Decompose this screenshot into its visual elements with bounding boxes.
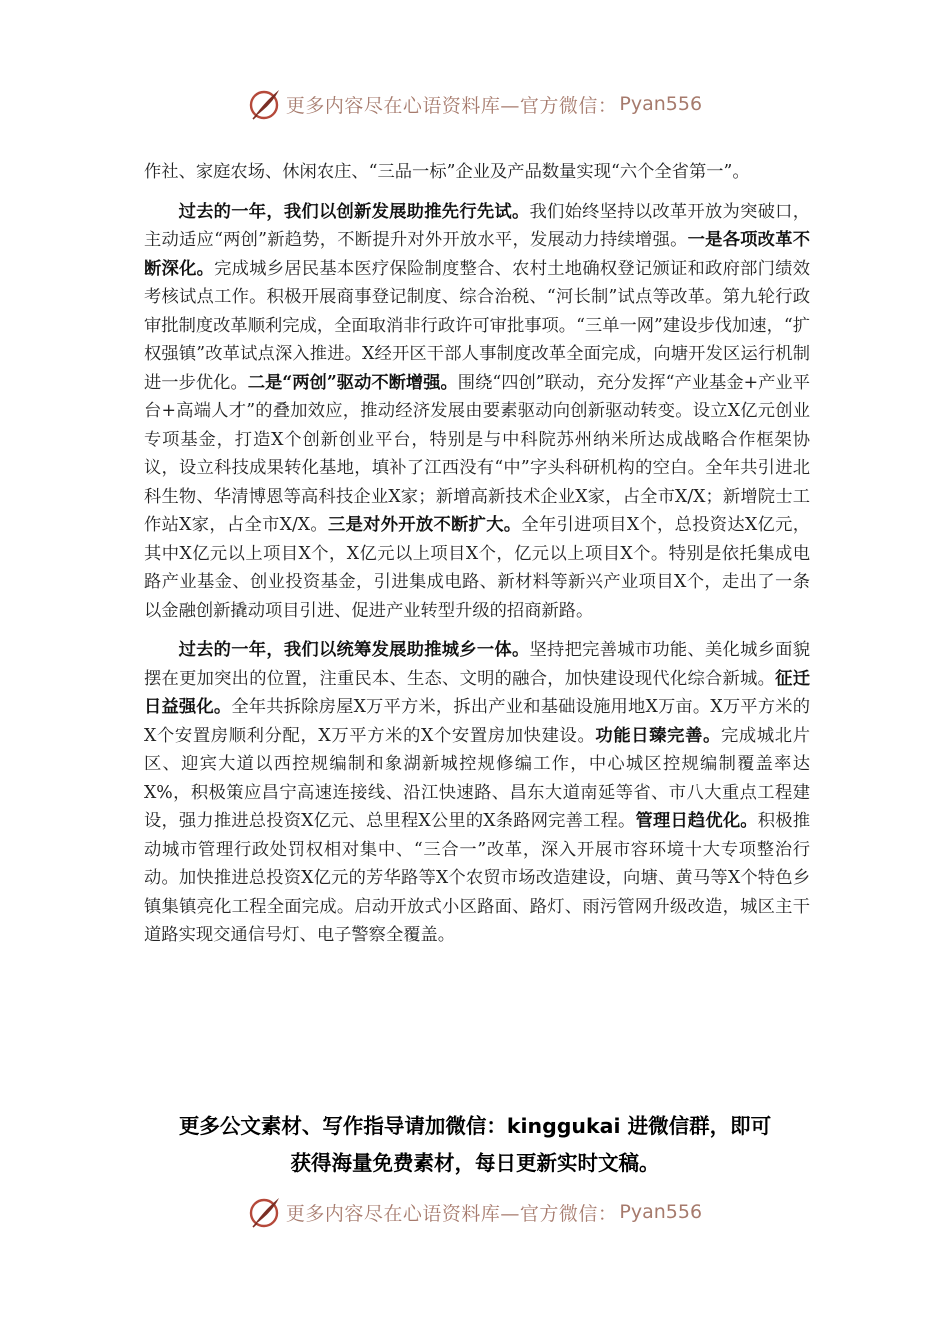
text-segment: 作社、家庭农场、休闲农庄、“三品一标”企业及产品数量实现“六个全省第一”。	[144, 162, 750, 182]
text-segment: 积极推动城市管理行政处罚权相对集中、“三合一”改革，深入开展市容环境十大专项整治行动。加快推进总投资X亿元的芳华路等X个农贸市场改造建设，向塘、黄马等X个特色乡镇集镇亮化工程全面完成。启动开放式小区路面、路灯、雨污管网升级改造，城区主干道路实现交通信号灯、电子警察全覆盖。	[144, 811, 810, 945]
text-segment: 完成城北片区、迎宾大道以西控规编制和象湖新城控规修编工作，中心城区控规编制覆盖率达X%，积极策应昌宁高速连接线、沿江快速路、昌东大道南延等省、市八大重点工程建设，强力推进总投资X亿元、总里程X公里的X条路网完善工程。	[144, 725, 810, 831]
watermark-wechat-id: Pyan556	[619, 93, 703, 115]
promo-line-2: 获得海量免费素材，每日更新实时文稿。	[290, 1151, 660, 1175]
text-segment: 围绕“四创”联动，充分发挥“产业基金+产业平台+高端人才”的叠加效应，推动经济发展由要素驱动向创新驱动转变。设立X亿元创业专项基金，打造X个创新创业平台，特别是与中科院苏州纳米所达成战略合作框架协议，设立科技成果转化基地，填补了江西没有“中”字头科研机构的空白。全年共引进北科生物、华清博恩等高科技企业X家；新增高新技术企业X家，占全市X/X；新增院士工作站X家，占全市X/X。	[144, 372, 810, 535]
text-segment: 我们始终坚持以改革开放为突破口，主动适应“两创”新趋势，不断提升对外开放水平，发展动力持续增强。	[144, 201, 810, 250]
sub-heading: 二是“两创”驱动不断增强。	[247, 372, 458, 393]
sub-heading: 三是对外开放不断扩大。	[327, 515, 522, 535]
paragraph-innovation	[144, 198, 810, 626]
sub-heading: 功能日臻完善。	[595, 725, 721, 746]
text-segment: 完成城乡居民基本医疗保险制度整合、农村土地确权登记颁证和政府部门绩效考核试点工作。积极开展商事登记制度、综合治税、“河长制”试点等改革。第九轮行政审批制度改革顺利完成，全面取消非行政许可审批事项。“三单一网”建设步伐加速，“扩权强镇”改革试点深入推进。X经开区干部人事制度改革全面完成，向塘开发区运行机制进一步优化。	[144, 258, 810, 393]
watermark-banner-top	[0, 84, 950, 124]
watermark-banner-bottom	[0, 1192, 950, 1232]
promo-text	[100, 1108, 850, 1182]
watermark-site-text: 更多内容尽在心语资料库—官方微信：	[285, 1202, 618, 1225]
sub-heading: 管理日趋优化。	[635, 811, 758, 831]
section-heading: 过去的一年，我们以创新发展助推先行先试。	[178, 201, 530, 222]
text-segment: 全年共拆除房屋X万平方米，拆出产业和基础设施用地X万亩。X万平方米的X个安置房顺利分配，X万平方米的X个安置房加快建设。	[144, 697, 810, 746]
text-segment: 坚持把完善城市功能、美化城乡面貌摆在更加突出的位置，注重民本、生态、文明的融合，加快建设现代化综合新城。	[144, 640, 810, 689]
quill-pen-circle-icon	[248, 1195, 282, 1229]
watermark-site-text: 更多内容尽在心语资料库—官方微信：	[285, 94, 618, 117]
sub-heading: 一是各项改革不断深化。	[144, 230, 810, 279]
quill-pen-circle-icon	[248, 87, 282, 121]
text-segment: 全年引进项目X个，总投资达X亿元，其中X亿元以上项目X个，X亿元以上项目X个，亿元以上项目X个。特别是依托集成电路产业基金、创业投资基金，引进集成电路、新材料等新兴产业项目X个，走出了一条以金融创新撬动项目引进、促进产业转型升级的招商新路。	[144, 515, 810, 621]
promo-line-1: 更多公文素材、写作指导请加微信：kinggukai 进微信群，即可	[178, 1114, 772, 1138]
sub-heading: 征迁日益强化。	[144, 668, 810, 717]
watermark-wechat-id: Pyan556	[619, 1201, 703, 1223]
document-body	[144, 158, 810, 961]
paragraph-continuation	[144, 158, 810, 187]
paragraph-urban-rural	[144, 636, 810, 950]
section-heading: 过去的一年，我们以统筹发展助推城乡一体。	[178, 640, 530, 660]
